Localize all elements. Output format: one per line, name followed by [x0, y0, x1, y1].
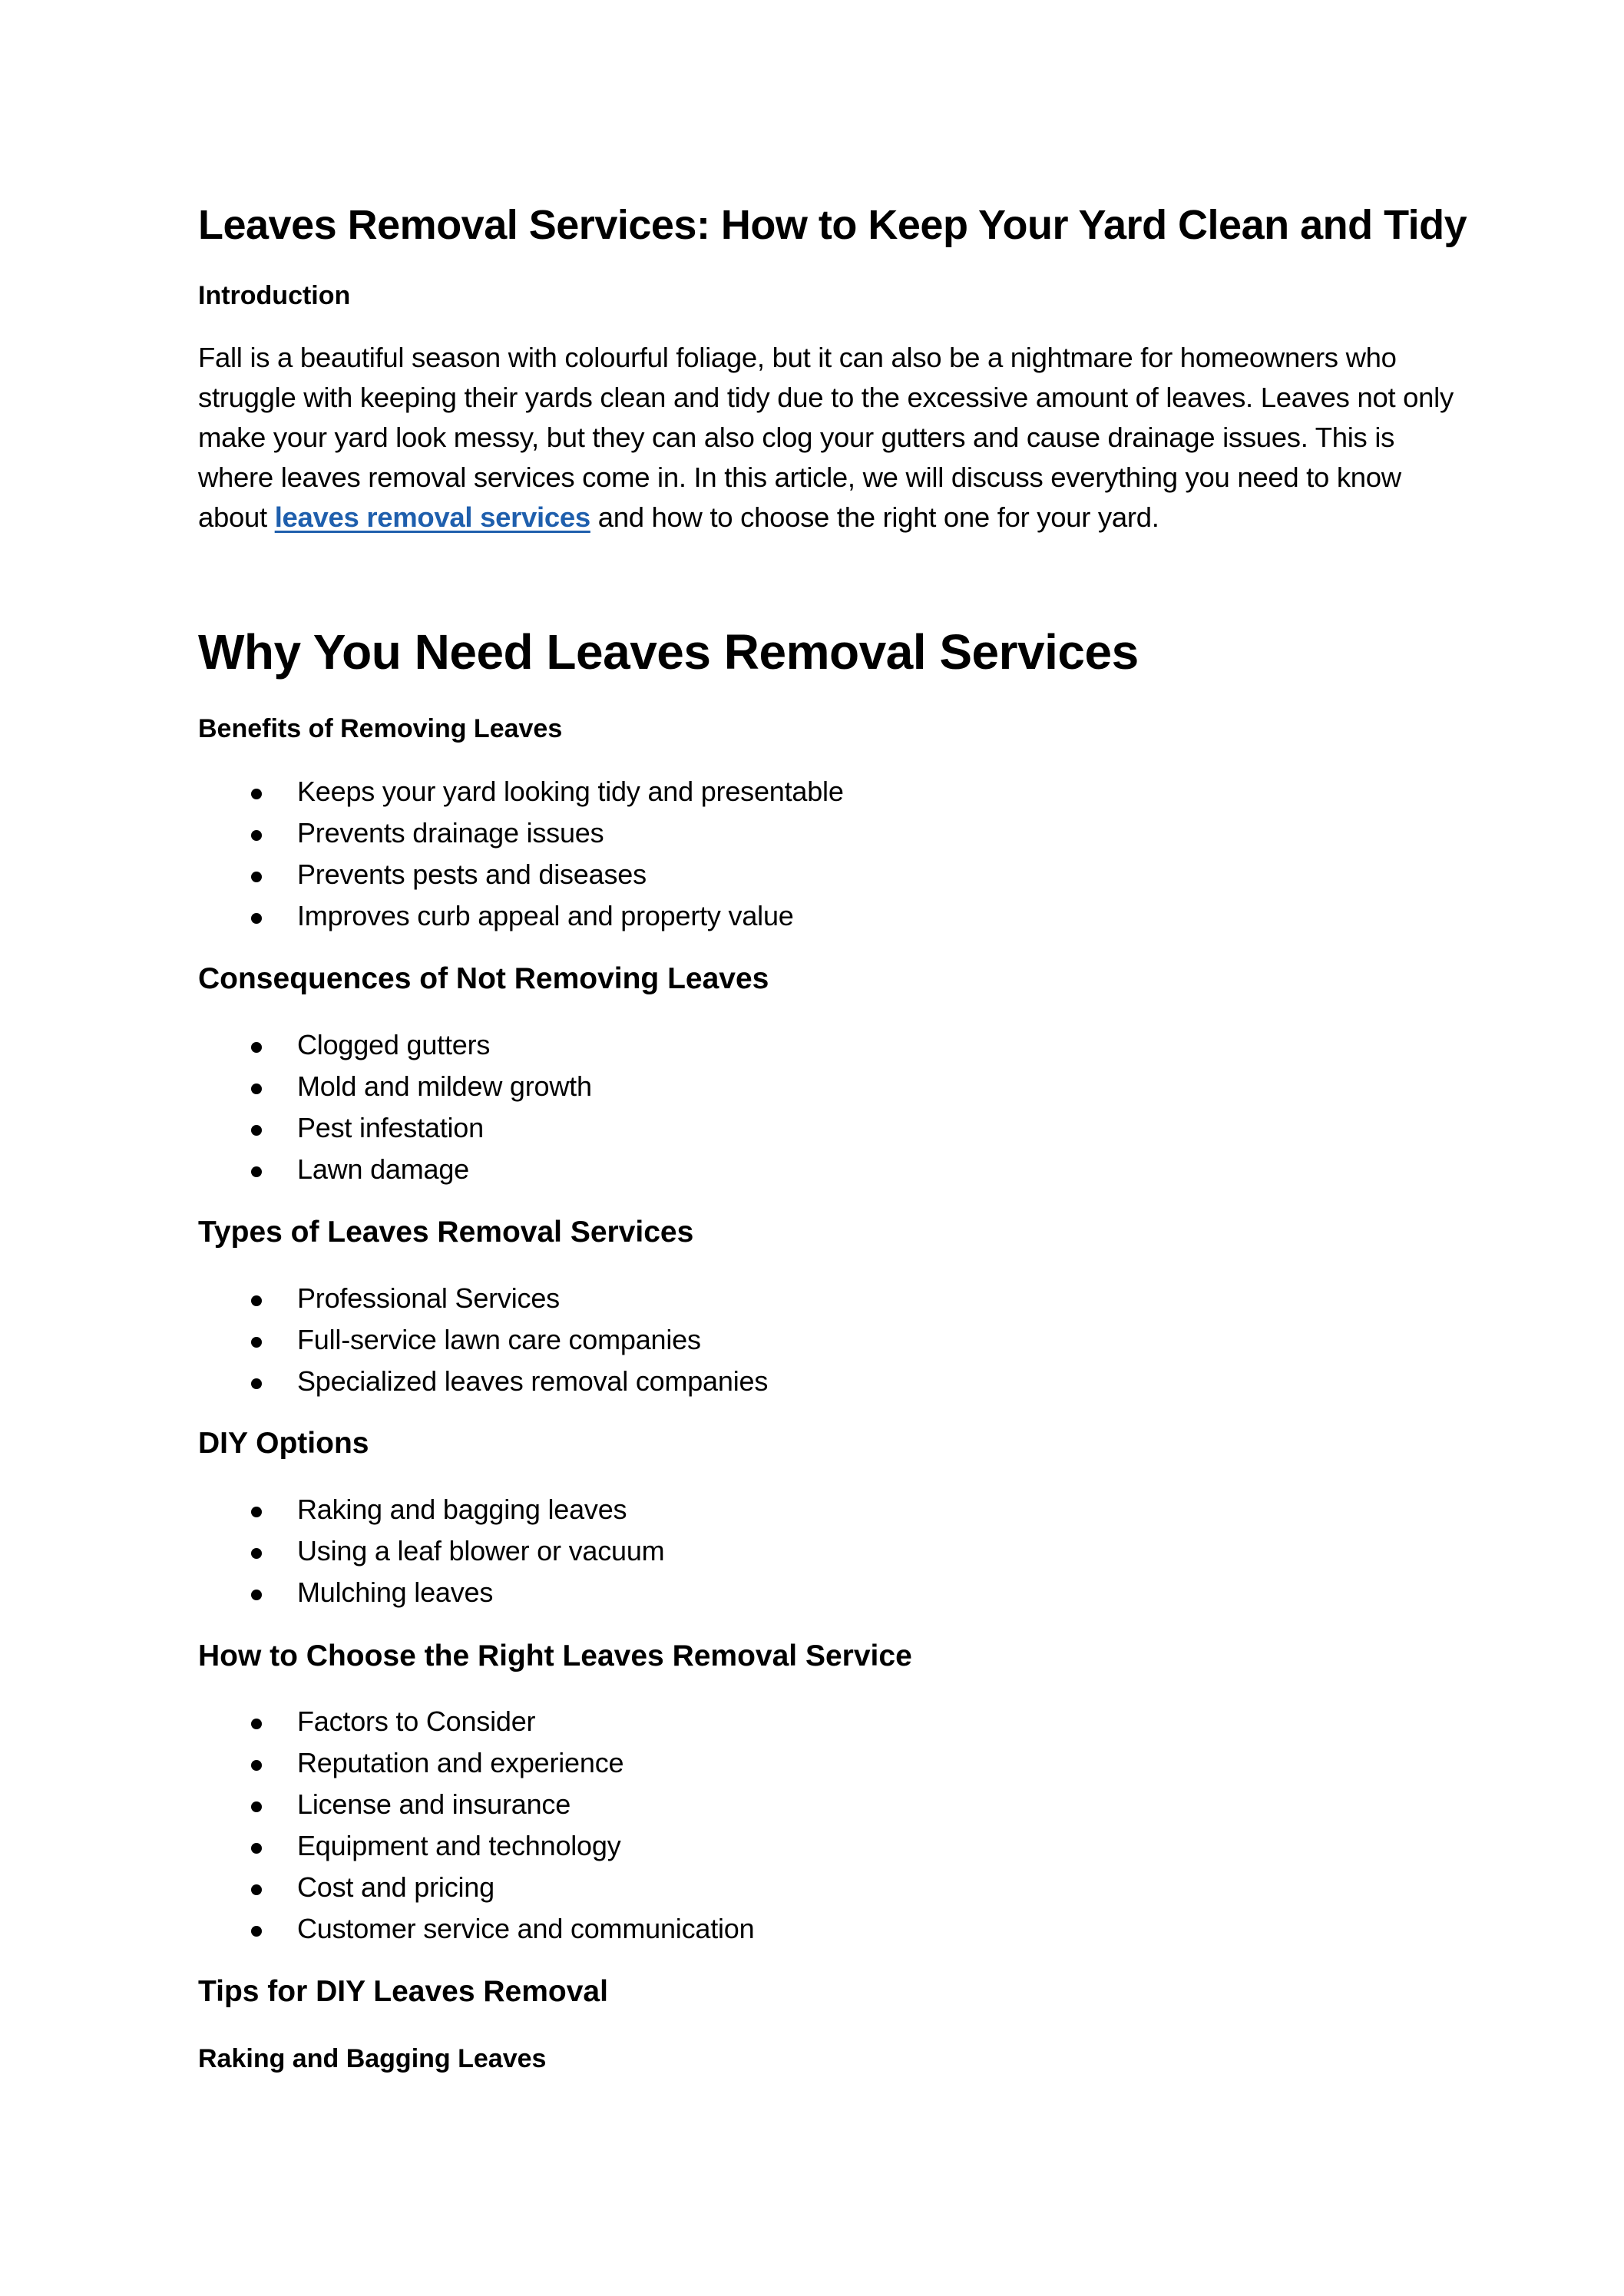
bullet-icon	[251, 1083, 262, 1094]
leaves-removal-services-link[interactable]: leaves removal services	[274, 501, 590, 533]
choose-heading: How to Choose the Right Leaves Removal Service	[198, 1639, 912, 1672]
bullet-icon	[251, 1719, 262, 1729]
bullet-icon	[251, 1548, 262, 1559]
bullet-icon	[251, 872, 262, 882]
document-title: Leaves Removal Services: How to Keep Your Yard Clean and Tidy	[198, 202, 1467, 248]
bullet-icon	[251, 1884, 262, 1895]
raking-subheading: Raking and Bagging Leaves	[198, 2044, 547, 2073]
benefits-heading: Benefits of Removing Leaves	[198, 714, 563, 743]
tips-heading: Tips for DIY Leaves Removal	[198, 1975, 608, 2008]
bullet-icon	[251, 1166, 262, 1177]
types-heading: Types of Leaves Removal Services	[198, 1216, 694, 1249]
intro-text-end: and how to choose the right one for your yard.	[590, 501, 1159, 533]
bullet-icon	[251, 913, 262, 924]
intro-heading: Introduction	[198, 281, 351, 310]
bullet-icon	[251, 1125, 262, 1136]
bullet-icon	[251, 1801, 262, 1812]
bullet-icon	[251, 1378, 262, 1389]
bullet-icon	[251, 1760, 262, 1771]
bullet-icon	[251, 830, 262, 841]
consequences-heading: Consequences of Not Removing Leaves	[198, 962, 769, 995]
bullet-icon	[251, 1507, 262, 1517]
diy-options-heading: DIY Options	[198, 1427, 369, 1460]
bullet-icon	[251, 1926, 262, 1937]
bullet-icon	[251, 1843, 262, 1854]
bullet-icon	[251, 789, 262, 799]
bullet-icon	[251, 1337, 262, 1348]
section-heading: Why You Need Leaves Removal Services	[198, 624, 1139, 680]
bullet-icon	[251, 1042, 262, 1053]
intro-paragraph	[198, 338, 1457, 538]
bullet-icon	[251, 1295, 262, 1306]
intro-text: Fall is a beautiful season with colourful foliage, but it can also be a nightmare for homeowners who struggle with keeping their yards clean and tidy due to the excessive amount of leaves. Leaves not only make your yard look messy, but they can also clog your gutters and cause drainage issues. This is where leaves removal services come in. In this article, we will discuss everything you need to know about	[198, 342, 1454, 533]
bullet-icon	[251, 1590, 262, 1600]
